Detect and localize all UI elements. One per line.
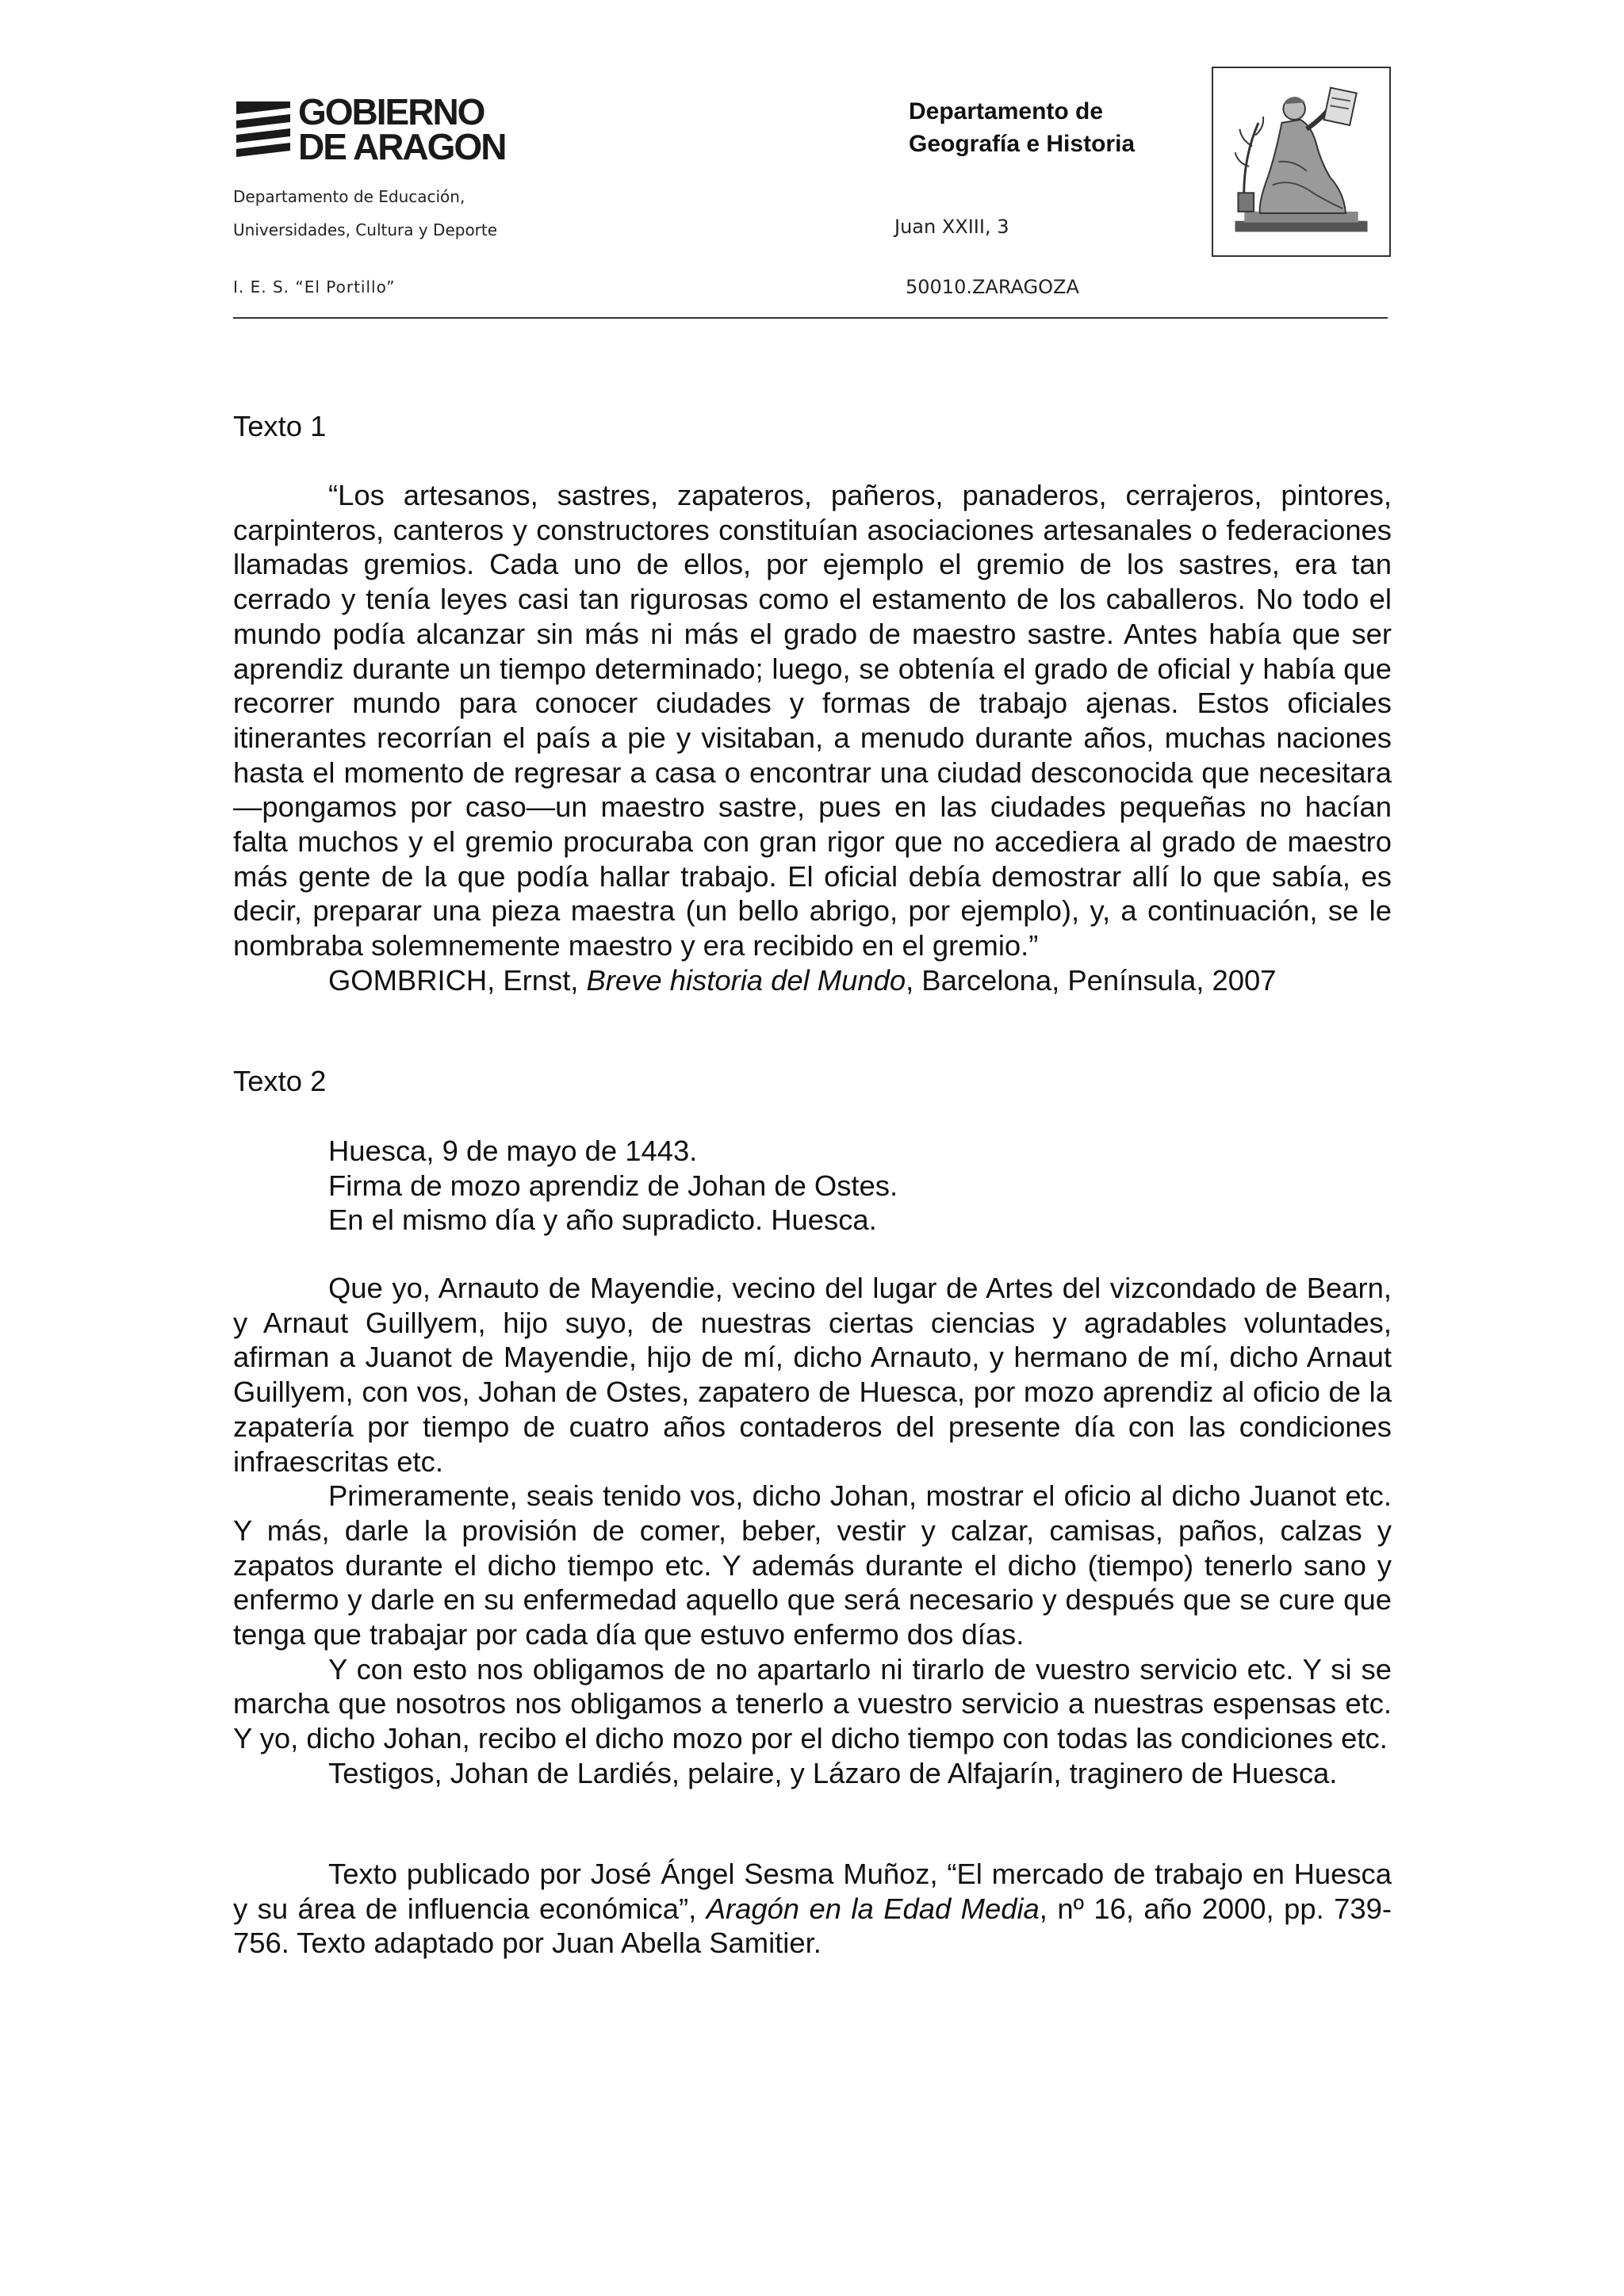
- texto2-paragraph-1: Que yo, Arnauto de Mayendie, vecino del lugar de Artes del vizcondado de Bearn, y Arnaut Guillyem, hijo suyo, de nuestras ciertas ciencias y agradables voluntades, afirman a Juanot de Mayendie, hijo de mí, dicho Arnauto, y hermano de mí, dicho Arnaut Guillyem, con vos, Johan de Ostes, zapatero de Huesca, por mozo aprendiz al oficio de la zapatería por tiempo de cuatro años contaderos del presente día con las condiciones infraescritas etc.: [233, 1272, 1392, 1478]
- source-paragraph: [233, 1857, 1392, 1961]
- address-city: 50010.ZARAGOZA: [906, 276, 1079, 298]
- texto2-title-line: Firma de mozo aprendiz de Johan de Ostes.: [328, 1169, 898, 1202]
- logo-text-line1: GOBIERNO: [298, 91, 485, 132]
- texto2-paragraph-2: Primeramente, seais tenido vos, dicho Johan, mostrar el oficio al dicho Juanot etc. Y más, darle la provisión de comer, beber, vestir y calzar, camisas, paños, calzas y zapatos durante el dicho tiempo etc. Y además durante el dicho (tiempo) tenerlo sano y enfermo y darle en su enfermedad aquello que será necesario y después que se cure que tenga que trabajar por cada día que estuvo enfermo dos días.: [233, 1479, 1392, 1651]
- citation-publisher: , Barcelona, Península, 2007: [906, 963, 1277, 997]
- header-divider: [233, 317, 1388, 319]
- texto2-source: [233, 1857, 1392, 1961]
- dept-education-line1: Departamento de Educación,: [233, 187, 465, 206]
- dept-education-line2: Universidades, Cultura y Deporte: [233, 220, 498, 239]
- texto2-date-line: Huesca, 9 de mayo de 1443.: [328, 1135, 698, 1167]
- texto2-body: [233, 1271, 1392, 1791]
- texto2-place-line: En el mismo día y año supradicto. Huesca.: [328, 1203, 877, 1237]
- texto2-paragraph-4: Testigos, Johan de Lardiés, pelaire, y Lázaro de Alfajarín, traginero de Huesca.: [328, 1756, 1338, 1789]
- gobierno-aragon-logo: [235, 91, 506, 167]
- department-title: [909, 95, 1135, 160]
- texto1-heading: Texto 1: [233, 410, 327, 442]
- address-street: Juan XXIII, 3: [894, 216, 1009, 238]
- texto2-heading: Texto 2: [233, 1065, 327, 1097]
- school-name: I. E. S. “El Portillo”: [233, 277, 396, 297]
- texto1-paragraph: “Los artesanos, sastres, zapateros, pañeros, panaderos, cerrajeros, pintores, carpinteros, canteros y constructores constituían asociaciones artesanales o federaciones llamadas gremios. Cada uno de ellos, por ejemplo el gremio de los sastres, era tan cerrado y tenía leyes casi tan rigurosas como el estamento de los caballeros. No todo el mundo podía alcanzar sin más ni más el grado de maestro sastre. Antes había que ser aprendiz durante un tiempo determinado; luego, se obtenía el grado de oficial y había que recorrer mundo para conocer ciudades y formas de trabajo ajenas. Estos oficiales itinerantes recorrían el país a pie y visitaban, a menudo durante años, muchas naciones hasta el momento de regresar a casa o encontrar una ciudad desconocida que necesitara—pongamos por caso—un maestro sastre, pues en las ciudades pequeñas no hacían falta muchos y el gremio procuraba con gran rigor que no accediera al grado de maestro más gente de la que podía hallar trabajo. El oficial debía demostrar allí lo que sabía, es decir, preparar una pieza maestra (un bello abrigo, por ejemplo), y, a continuación, se le nombraba solemnemente maestro y era recibido en el gremio.”: [233, 479, 1392, 962]
- source-journal-title: Aragón en la Edad Media: [706, 1892, 1040, 1925]
- department-title-line1: Departamento de: [909, 98, 1104, 124]
- source-part1: Texto publicado por José Ángel Sesma Muñoz, “El mercado de trabajo en Huesca y su área de influencia económica”,: [233, 1858, 1392, 1925]
- allegorical-statue-emblem-icon: [1212, 67, 1391, 257]
- citation-author: GOMBRICH, Ernst,: [328, 963, 587, 997]
- texto1-citation: [233, 963, 1392, 998]
- source-part2: , nº 16, año 2000, pp. 739-756. Texto adaptado por Juan Abella Samitier.: [233, 1892, 1392, 1960]
- logo-text-line2: DE ARAGON: [298, 126, 506, 167]
- department-title-line2: Geografía e Historia: [909, 131, 1136, 157]
- texto2-paragraph-3: Y con esto nos obligamos de no apartarlo ni tirarlo de vuestro servicio etc. Y si se marcha que nosotros nos obligamos a tenerlo a vuestro servicio a nuestras espensas etc. Y yo, dicho Johan, recibo el dicho mozo por el dicho tiempo con todas las condiciones etc.: [233, 1652, 1392, 1755]
- citation-title: Breve historia del Mundo: [586, 963, 906, 997]
- texto2-header-lines: [233, 1134, 1392, 1238]
- aragon-stripes-icon: [235, 97, 295, 163]
- texto1-body: [233, 478, 1392, 998]
